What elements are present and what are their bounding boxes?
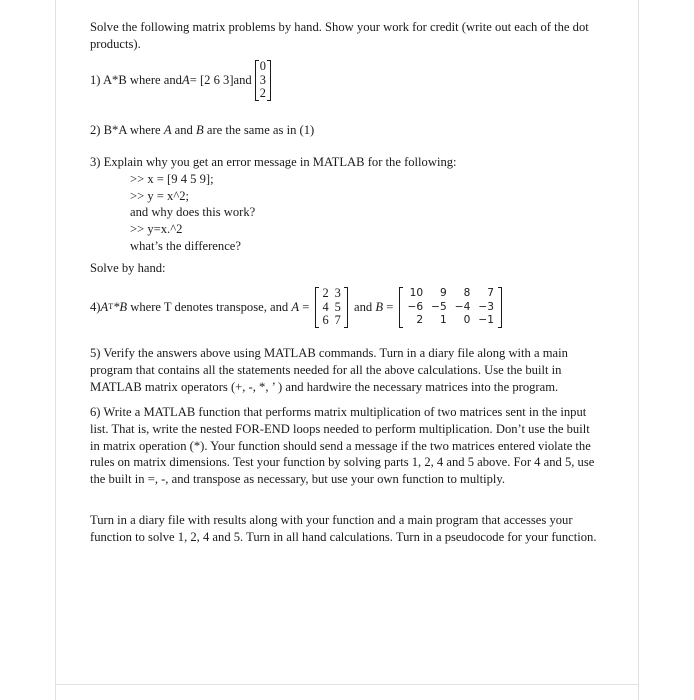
matrix-a-cell: 7 xyxy=(334,313,341,327)
q4-and: and xyxy=(350,299,376,314)
matrix-b-cell: 9 xyxy=(439,287,447,299)
question-6: 6) Write a MATLAB function that performs matrix multiplication of two matrices sent in the input list. That is, write the nested FOR-END loops needed to perform multiplication. Don’t use the built in matrix operation (*). Your function should send a message if the two matrices entered violate the rules on matrix dimensions. Test your function by solving parts 1, 2, 4 and 5 above. For 4 and 5, use the built in =, -, and transpose as necessary, but use your own function to multiply. xyxy=(90,405,595,487)
q4-expr-rest: *B xyxy=(113,299,128,314)
final-instructions: Turn in a diary file with results along with your function and a main program that accesses your function to solve 1, 2, 4 and 5. Turn in all hand calculations. Turn in a pseudocode for your function. xyxy=(90,513,597,544)
q2-prefix: 2) B*A where xyxy=(90,123,164,137)
matrix-a-cell: 3 xyxy=(334,286,341,300)
matrix-a-cell: 4 xyxy=(322,299,329,314)
q3-code-2: >> y = x^2; xyxy=(130,188,190,203)
q3-code-3: >> y=x.^2 xyxy=(130,222,183,237)
q2-mid: and xyxy=(171,123,196,137)
q2-var-b: B xyxy=(196,123,204,137)
matrix-b-cell: 8 xyxy=(463,287,471,299)
page-border-bottom xyxy=(55,684,639,685)
matrix-a-cell: 2 xyxy=(322,286,329,300)
matrix-a-cell: 6 xyxy=(322,313,329,327)
q4-matrix-b xyxy=(399,287,502,328)
question-2 xyxy=(90,122,314,139)
q4-var-a: A xyxy=(291,299,300,314)
intro-paragraph: Solve the following matrix problems by hand. Show your work for credit (write out each of the dot products). xyxy=(90,20,589,51)
matrix-b-cell: 0 xyxy=(463,314,471,326)
q1-eq: = [2 6 3]and xyxy=(189,72,252,87)
matrix-b-cell: −5 xyxy=(431,300,447,313)
question-5: 5) Verify the answers above using MATLAB commands. Turn in a diary file along with a main program that contains all the statements needed for all the above calculations. Use the built in MATLAB matrix operators (+, -, *, ’ ) and hardwire the necessary matrices into the program. xyxy=(90,346,568,394)
q1-prefix: 1) A*B where and xyxy=(90,72,182,87)
q3-text-2: what’s the difference? xyxy=(130,238,241,253)
matrix-b-cell: 10 xyxy=(409,287,424,299)
q4-prefix: 4) xyxy=(90,299,101,314)
q1-vector-cell: 2 xyxy=(259,86,266,100)
matrix-b-cell: 1 xyxy=(439,314,447,326)
q4-var-b: B xyxy=(375,299,384,314)
solve-heading: Solve by hand: xyxy=(90,261,166,275)
matrix-b-cell: −3 xyxy=(478,300,494,313)
q1-vector-b xyxy=(255,60,271,101)
q3-text-1: and why does this work? xyxy=(130,205,256,220)
matrix-b-cell: 2 xyxy=(416,314,424,326)
q1-var-a: A xyxy=(181,72,190,87)
matrix-b-cell: 7 xyxy=(487,287,494,299)
matrix-b-cell: −4 xyxy=(454,300,471,313)
q2-var-a: A xyxy=(163,123,172,137)
matrix-b-cell: −6 xyxy=(407,300,424,313)
q2-suffix: are the same as in (1) xyxy=(203,123,315,137)
q4-eq-2: = xyxy=(383,299,397,314)
q4-eq: = xyxy=(299,299,313,314)
q4-text-1: where T denotes transpose, and xyxy=(127,299,292,314)
page-border-left xyxy=(55,0,56,700)
q4-matrix-a xyxy=(315,287,347,328)
q4-expr-a: A xyxy=(100,299,109,314)
matrix-a-cell: 5 xyxy=(334,299,341,314)
q3-lead: 3) Explain why you get an error message in MATLAB for the following: xyxy=(90,155,457,169)
question-3 xyxy=(90,154,457,255)
page-border-right xyxy=(638,0,639,700)
question-4: 4) A T *B where T denotes transpose, and A = 2 3 4 5 6 7 and B = 10 9 8 7 −6 −5 −4 −3 2 1 0 −1 xyxy=(90,287,505,328)
q1-vector-cell: 0 xyxy=(259,59,266,73)
q3-code-1: >> x = [9 4 5 9]; xyxy=(130,171,214,186)
q1-vector-cell: 3 xyxy=(259,72,266,87)
matrix-b-cell: −1 xyxy=(478,314,494,326)
question-1 xyxy=(90,60,274,101)
